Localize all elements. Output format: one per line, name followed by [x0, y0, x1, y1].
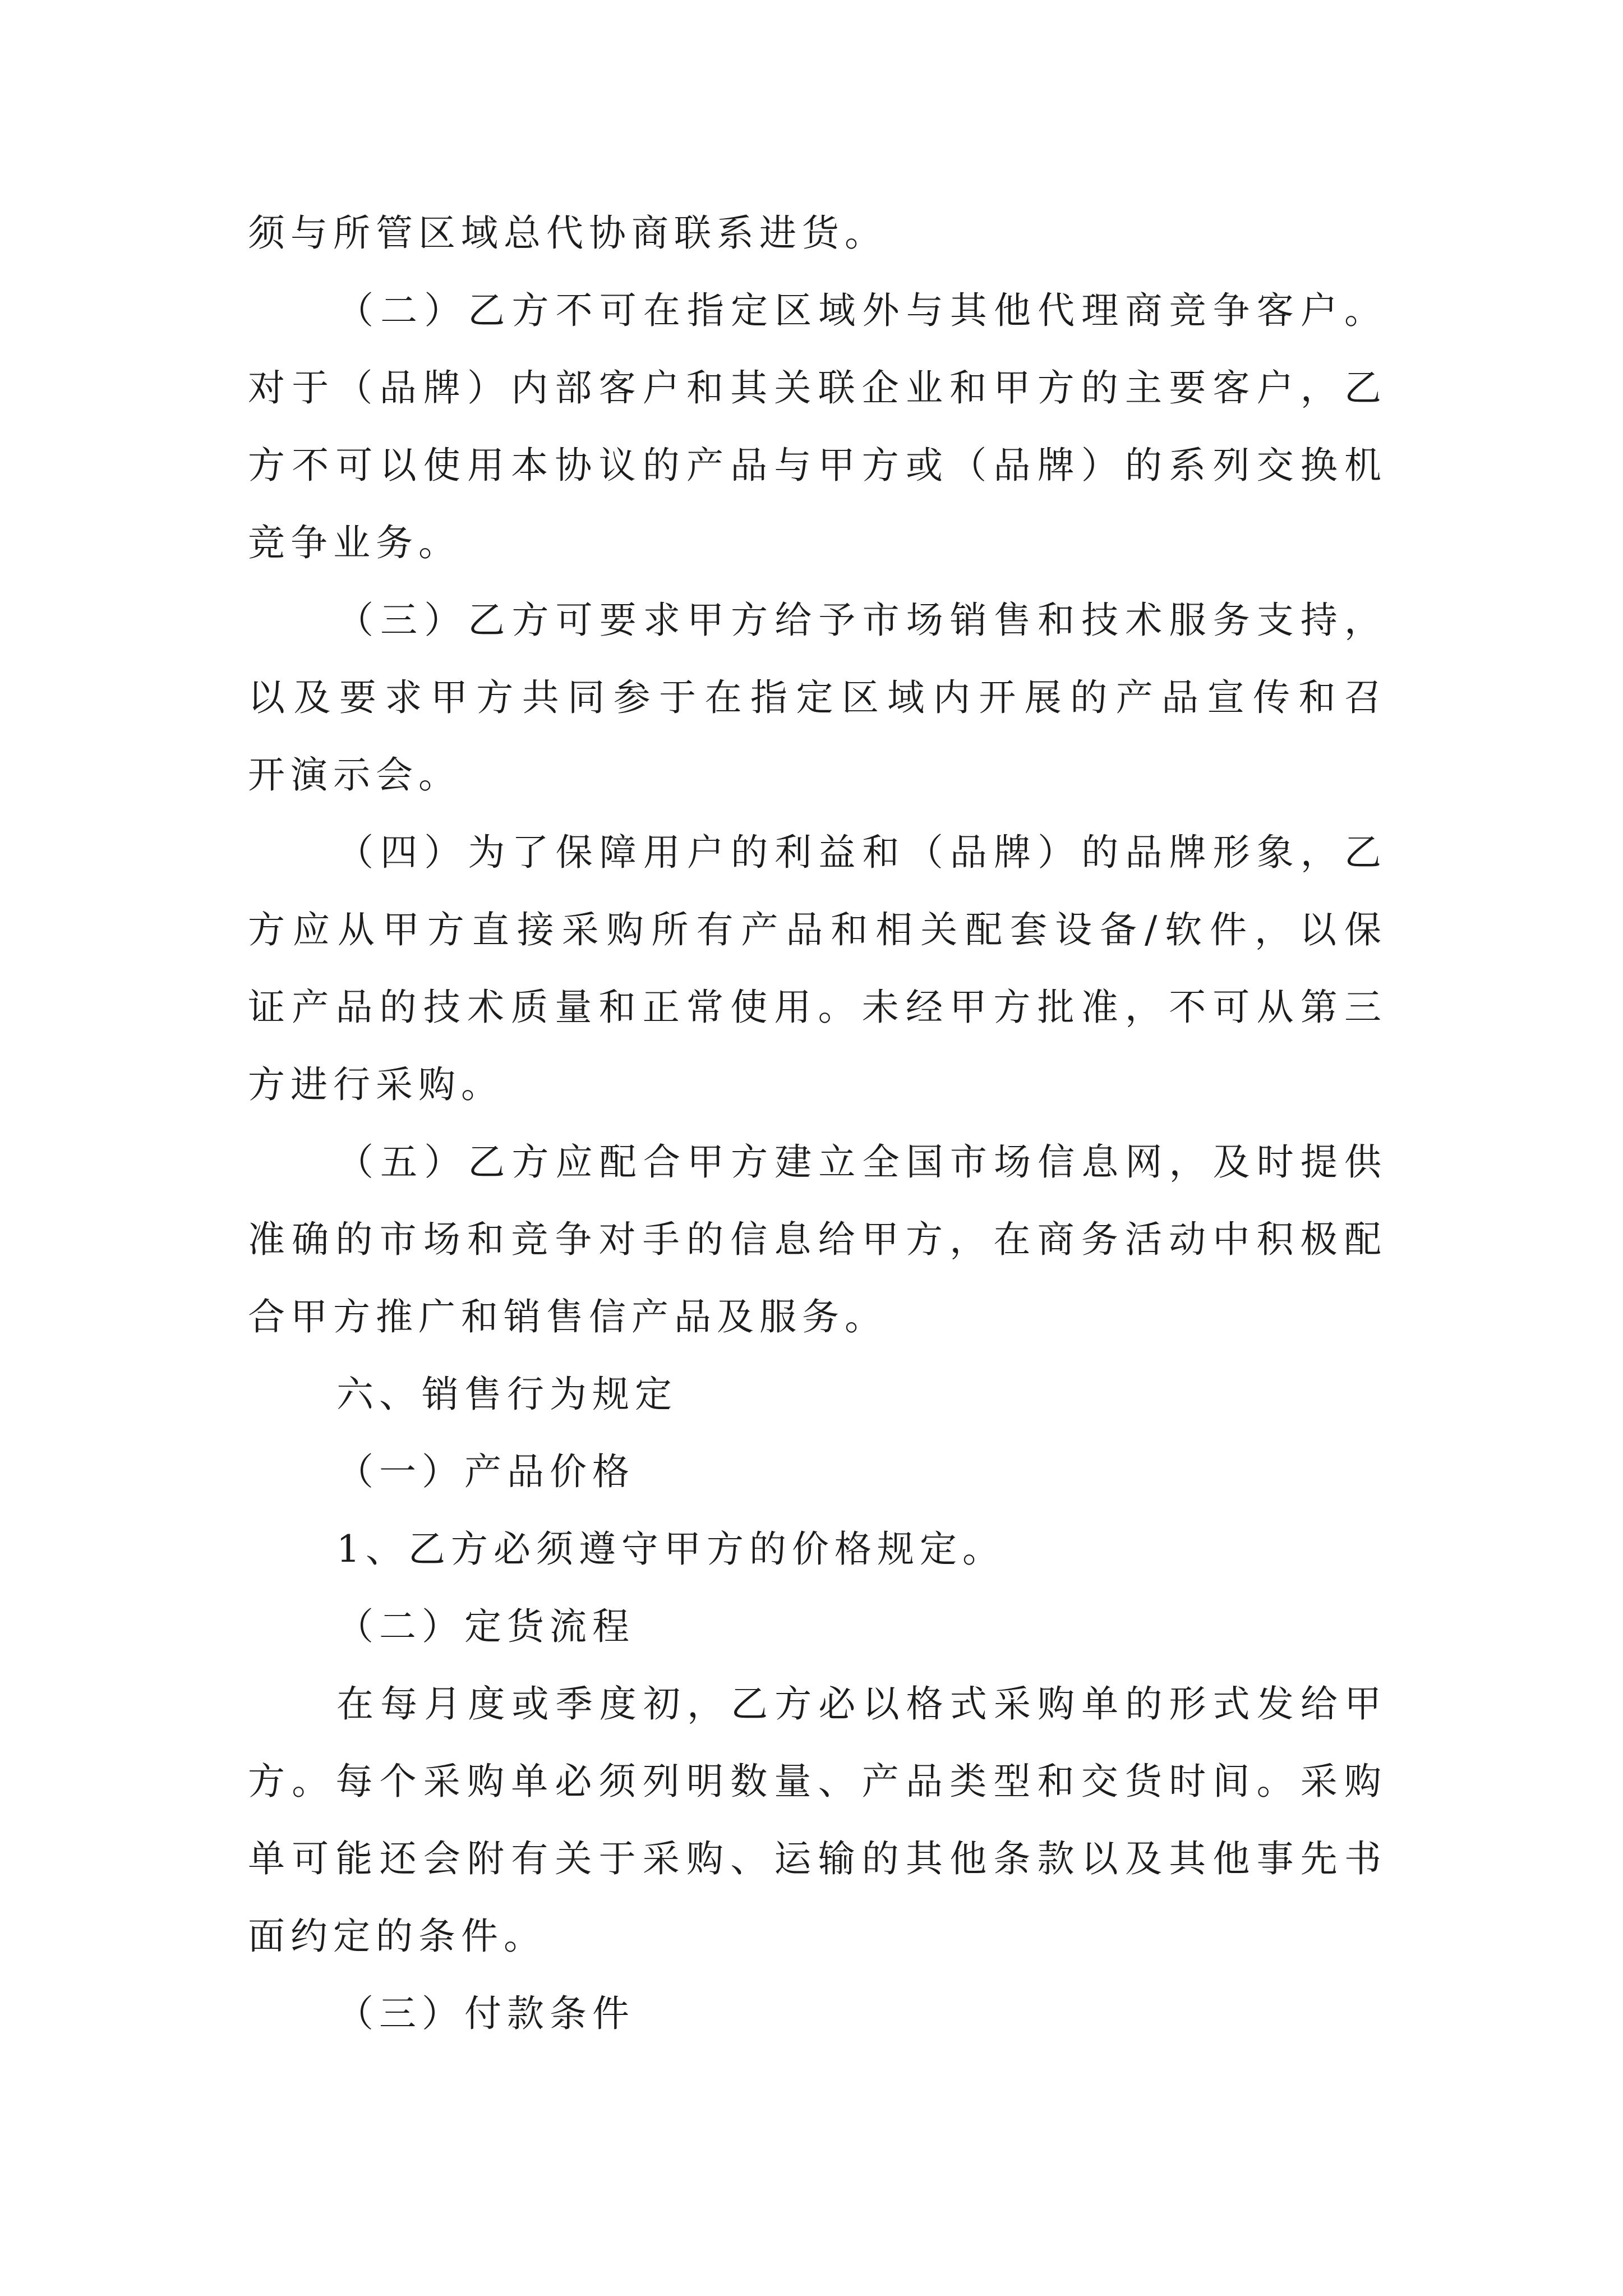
text-line: 方进行采购。: [248, 1063, 504, 1106]
text-line: 单可能还会附有关于采购、运输的其他条款以及其他事先书: [248, 1837, 1387, 1880]
paragraph: [248, 272, 1387, 582]
paragraph: [248, 1124, 1387, 1356]
document-body: [248, 195, 1387, 2053]
text-line: （二）乙方不可在指定区域外与其他代理商竞争客户。: [336, 289, 1387, 332]
text-line: 在每月度或季度初，乙方必以格式采购单的形式发给甲: [336, 1682, 1387, 1726]
text-line: 六、销售行为规定: [336, 1373, 677, 1416]
text-line: 准确的市场和竞争对手的信息给甲方，在商务活动中积极配: [248, 1218, 1387, 1261]
text-line: （三）付款条件: [336, 1992, 635, 2035]
text-line: 开演示会。: [248, 753, 461, 797]
paragraph: [248, 814, 1387, 1124]
text-line: 方应从甲方直接采购所有产品和相关配套设备/软件，以保: [248, 908, 1387, 951]
text-line: 对于（品牌）内部客户和其关联企业和甲方的主要客户，乙: [248, 366, 1387, 409]
section-heading: [248, 1356, 1387, 1433]
paragraph: [248, 1511, 1387, 1588]
text-line: 方。每个采购单必须列明数量、产品类型和交货时间。采购: [248, 1760, 1387, 1803]
subsection-heading: [248, 1588, 1387, 1665]
text-line: （三）乙方可要求甲方给予市场销售和技术服务支持，: [336, 599, 1387, 642]
text-line: 以及要求甲方共同参于在指定区域内开展的产品宣传和召: [248, 676, 1387, 719]
text-line: 方不可以使用本协议的产品与甲方或（品牌）的系列交换机: [248, 444, 1387, 487]
text-line: 竞争业务。: [248, 521, 461, 564]
text-line: 1、乙方必须遵守甲方的价格规定。: [336, 1527, 1005, 1571]
text-line: 合甲方推广和销售信产品及服务。: [248, 1295, 887, 1338]
text-line: 须与所管区域总代协商联系进货。: [248, 211, 887, 255]
text-line: （一）产品价格: [336, 1450, 635, 1493]
paragraph: [248, 195, 1387, 272]
subsection-heading: [248, 1975, 1387, 2053]
text-line: （四）为了保障用户的利益和（品牌）的品牌形象，乙: [336, 831, 1387, 874]
text-line: （二）定货流程: [336, 1605, 635, 1648]
paragraph: [248, 1665, 1387, 1975]
text-line: 证产品的技术质量和正常使用。未经甲方批准，不可从第三: [248, 986, 1387, 1029]
text-line: （五）乙方应配合甲方建立全国市场信息网，及时提供: [336, 1140, 1387, 1184]
text-line: 面约定的条件。: [248, 1915, 546, 1958]
subsection-heading: [248, 1433, 1387, 1511]
paragraph: [248, 582, 1387, 814]
